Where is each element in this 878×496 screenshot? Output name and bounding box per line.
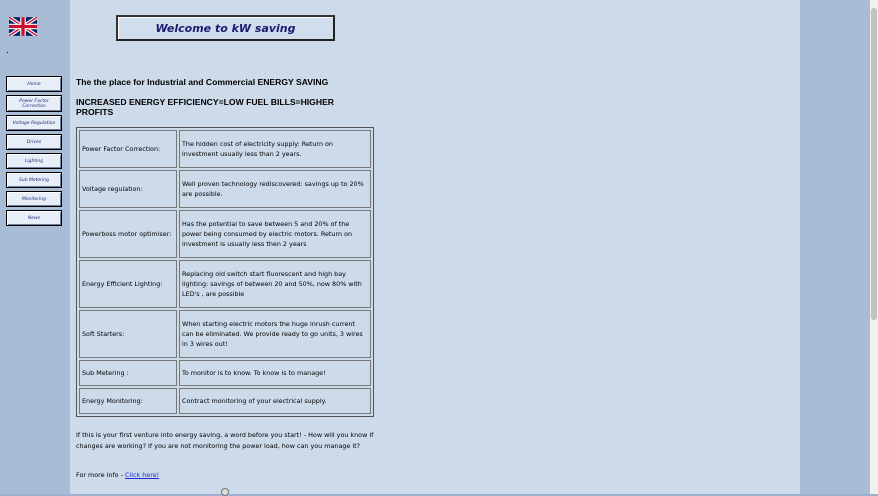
- nav-monitoring-button[interactable]: Monitoring: [6, 191, 62, 207]
- nav-drives-button[interactable]: Drives: [6, 134, 62, 150]
- welcome-banner: Welcome to kW saving: [116, 15, 335, 41]
- services-table: [76, 127, 374, 417]
- row-text: Well proven technology rediscovered: savings up to 20% are possible.: [179, 170, 371, 208]
- table-row: [79, 310, 371, 358]
- table-row: [79, 210, 371, 258]
- table-row: [79, 388, 371, 414]
- row-text: To monitor is to know. To know is to manage!: [179, 360, 371, 386]
- table-row: [79, 170, 371, 208]
- nav-power-factor-button[interactable]: Power Factor Correction: [6, 95, 62, 112]
- table-row: [79, 260, 371, 308]
- row-text: Has the potential to save between 5 and 20% of the power being consumed by electric motors. Return on investment is usually less then 2 years: [179, 210, 371, 258]
- sidebar-dot: .: [6, 46, 9, 56]
- table-row: [79, 360, 371, 386]
- row-text: Replacing old switch start fluorescent and high bay lighting: savings of between 20 and 50%, now 80% with LED's , are possible: [179, 260, 371, 308]
- row-label: Voltage regulation:: [79, 170, 177, 208]
- uk-flag-icon: [9, 17, 37, 36]
- table-row: [79, 130, 371, 168]
- tagline: The the place for Industrial and Commercial ENERGY SAVING: [76, 77, 329, 87]
- row-label: Energy Monitoring:: [79, 388, 177, 414]
- row-label: Powerboss motor optimiser:: [79, 210, 177, 258]
- row-label: Power Factor Correction:: [79, 130, 177, 168]
- cursor-icon: [221, 488, 229, 496]
- click-here-link[interactable]: Click here!: [124, 471, 160, 479]
- nav-lighting-button[interactable]: Lighting: [6, 153, 62, 169]
- row-text: The hidden cost of electricity supply: Return on investment usually less than 2 years.: [179, 130, 371, 168]
- row-label: Soft Starters:: [79, 310, 177, 358]
- nav-sub-metering-button[interactable]: Sub Metering: [6, 172, 62, 188]
- row-text: Contract monitoring of your electrical supply.: [179, 388, 371, 414]
- row-text: When starting electric motors the huge inrush current can be eliminated. We provide ready to go units, 3 wires in 3 wires out!: [179, 310, 371, 358]
- more-info: [76, 471, 159, 479]
- right-margin: [800, 0, 870, 494]
- row-label: Sub Metering :: [79, 360, 177, 386]
- nav-voltage-regulation-button[interactable]: Voltage Regulation: [6, 115, 62, 131]
- headline: INCREASED ENERGY EFFICIENCY=LOW FUEL BILLS=HIGHER PROFITS: [76, 97, 335, 117]
- more-info-prefix: For more info -: [76, 471, 125, 479]
- sidebar-nav: [6, 76, 62, 229]
- left-sidebar: [0, 0, 70, 494]
- nav-news-button[interactable]: News: [6, 210, 62, 226]
- row-label: Energy Efficient Lighting:: [79, 260, 177, 308]
- intro-paragraph: If this is your first venture into energy saving, a word before you start! - How will you know if changes are working? If you are not monitoring the power load, how can you manage it?: [76, 431, 374, 450]
- scrollbar-thumb[interactable]: [871, 8, 877, 320]
- nav-home-button[interactable]: Home: [6, 76, 62, 92]
